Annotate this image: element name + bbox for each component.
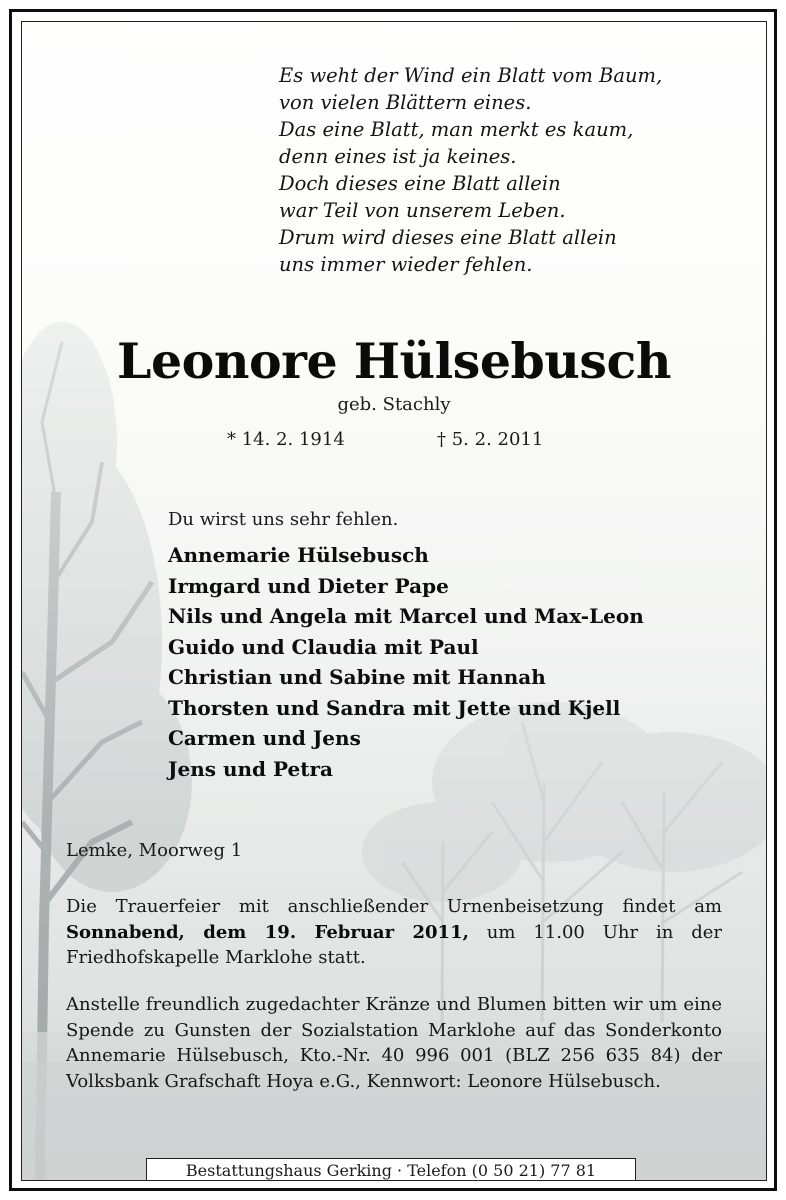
mourner: Irmgard und Dieter Pape (168, 573, 449, 598)
obituary-notice (21, 21, 767, 1181)
death-date: † 5. 2. 2011 (437, 429, 544, 450)
ceremony-text-after: um 11.00 Uhr in der Friedhofskapelle Marklohe statt. (66, 921, 723, 968)
poem-line: Doch dieses eine Blatt allein (279, 172, 561, 195)
mourners-list (168, 540, 644, 784)
poem-line: denn eines ist ja keines. (279, 145, 517, 168)
mourner: Thorsten und Sandra mit Jette und Kjell (168, 695, 621, 720)
poem-line: Es weht der Wind ein Blatt vom Baum, (279, 64, 663, 87)
farewell-line: Du wirst uns sehr fehlen. (168, 509, 399, 530)
mourner: Carmen und Jens (168, 726, 361, 750)
poem-line: von vielen Blättern eines. (279, 91, 532, 114)
birth-name: geb. Stachly (337, 394, 451, 415)
birth-date: * 14. 2. 1914 (227, 429, 345, 450)
poem-line: Drum wird dieses eine Blatt allein (279, 226, 617, 249)
deceased-name: Leonore Hülsebusch (117, 332, 671, 390)
ceremony-text-before: Die Trauerfeier mit anschließender Urnenbeisetzung findet am (66, 896, 722, 917)
address: Lemke, Moorweg 1 (66, 840, 243, 861)
poem-line: Das eine Blatt, man merkt es kaum, (279, 118, 634, 141)
poem (279, 62, 662, 278)
mourner: Annemarie Hülsebusch (168, 543, 429, 567)
mourner: Guido und Claudia mit Paul (168, 634, 479, 659)
donation-paragraph: Anstelle freundlich zugedachter Kränze und Blumen bitten wir um eine Spende zu Gunsten der Sozialstation Marklohe auf das Sonderkonto Annemarie Hülsebusch, Kto.-Nr. 40 996 001 (BLZ 256 635 84) der Volksbank Grafschaft Hoya e.G., Kennwort: Leonore Hülsebusch. (66, 994, 722, 1092)
mourner: Nils und Angela mit Marcel und Max-Leon (168, 604, 644, 628)
poem-line: war Teil von unserem Leben. (279, 199, 566, 222)
poem-line: uns immer wieder fehlen. (279, 253, 533, 276)
mourner: Christian und Sabine mit Hannah (168, 665, 546, 689)
funeral-home-footer: Bestattungshaus Gerking · Telefon (0 50 21) 77 81 (146, 1158, 636, 1181)
ceremony-paragraph (66, 894, 722, 971)
ceremony-date: Sonnabend, dem 19. Februar 2011, (66, 921, 469, 943)
mourner: Jens und Petra (168, 756, 333, 781)
